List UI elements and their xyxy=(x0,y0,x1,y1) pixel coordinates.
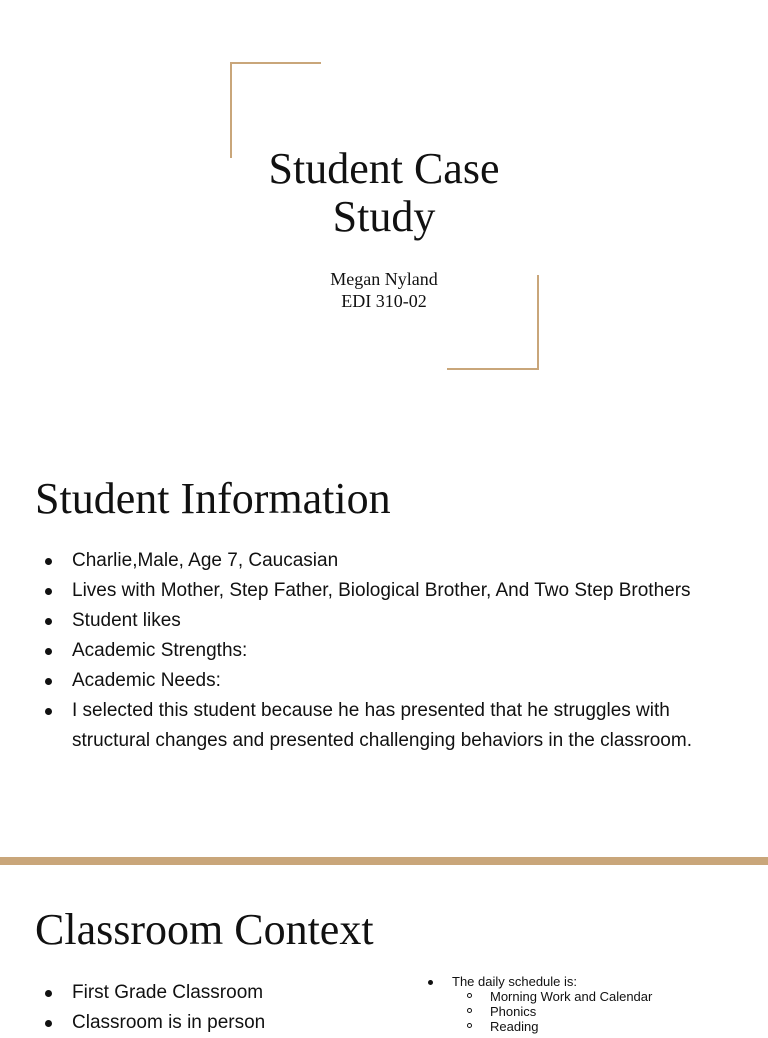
title-line-2: Study xyxy=(332,192,436,241)
list-item: Classroom is in person xyxy=(38,1008,398,1038)
schedule-item: Phonics xyxy=(490,1004,755,1019)
schedule-list xyxy=(425,989,755,1034)
classroom-context-slide xyxy=(0,865,768,1034)
frame-corner-bottom-right-vertical xyxy=(537,275,539,370)
slide-subtitle xyxy=(0,268,768,312)
student-info-list xyxy=(38,546,738,756)
list-item: Academic Needs: xyxy=(38,666,738,696)
list-item: First Grade Classroom xyxy=(38,978,398,1008)
slide-heading: Classroom Context xyxy=(35,905,374,954)
schedule-item: Morning Work and Calendar xyxy=(490,989,755,1004)
daily-schedule xyxy=(425,974,755,1034)
classroom-context-list xyxy=(38,978,398,1038)
list-item: Academic Strengths: xyxy=(38,636,738,666)
title-line-1: Student Case xyxy=(268,144,500,193)
frame-corner-top-left-horizontal xyxy=(230,62,321,64)
student-information-slide xyxy=(0,432,768,857)
slide-title xyxy=(0,145,768,241)
slide-heading: Student Information xyxy=(35,474,391,523)
list-item: Student likes xyxy=(38,606,738,636)
schedule-intro: The daily schedule is: xyxy=(425,974,755,989)
list-item: Lives with Mother, Step Father, Biological Brother, And Two Step Brothers xyxy=(38,576,738,606)
frame-corner-bottom-right-horizontal xyxy=(447,368,539,370)
frame-corner-top-left-vertical xyxy=(230,62,232,158)
list-item: I selected this student because he has presented that he struggles with structural changes and presented challenging behaviors in the classroom. xyxy=(38,696,738,756)
author-name: Megan Nyland xyxy=(330,269,438,289)
schedule-item: Reading xyxy=(490,1019,755,1034)
slide-divider xyxy=(0,857,768,865)
title-slide xyxy=(0,0,768,432)
list-item: Charlie,Male, Age 7, Caucasian xyxy=(38,546,738,576)
course-code: EDI 310-02 xyxy=(341,291,427,311)
